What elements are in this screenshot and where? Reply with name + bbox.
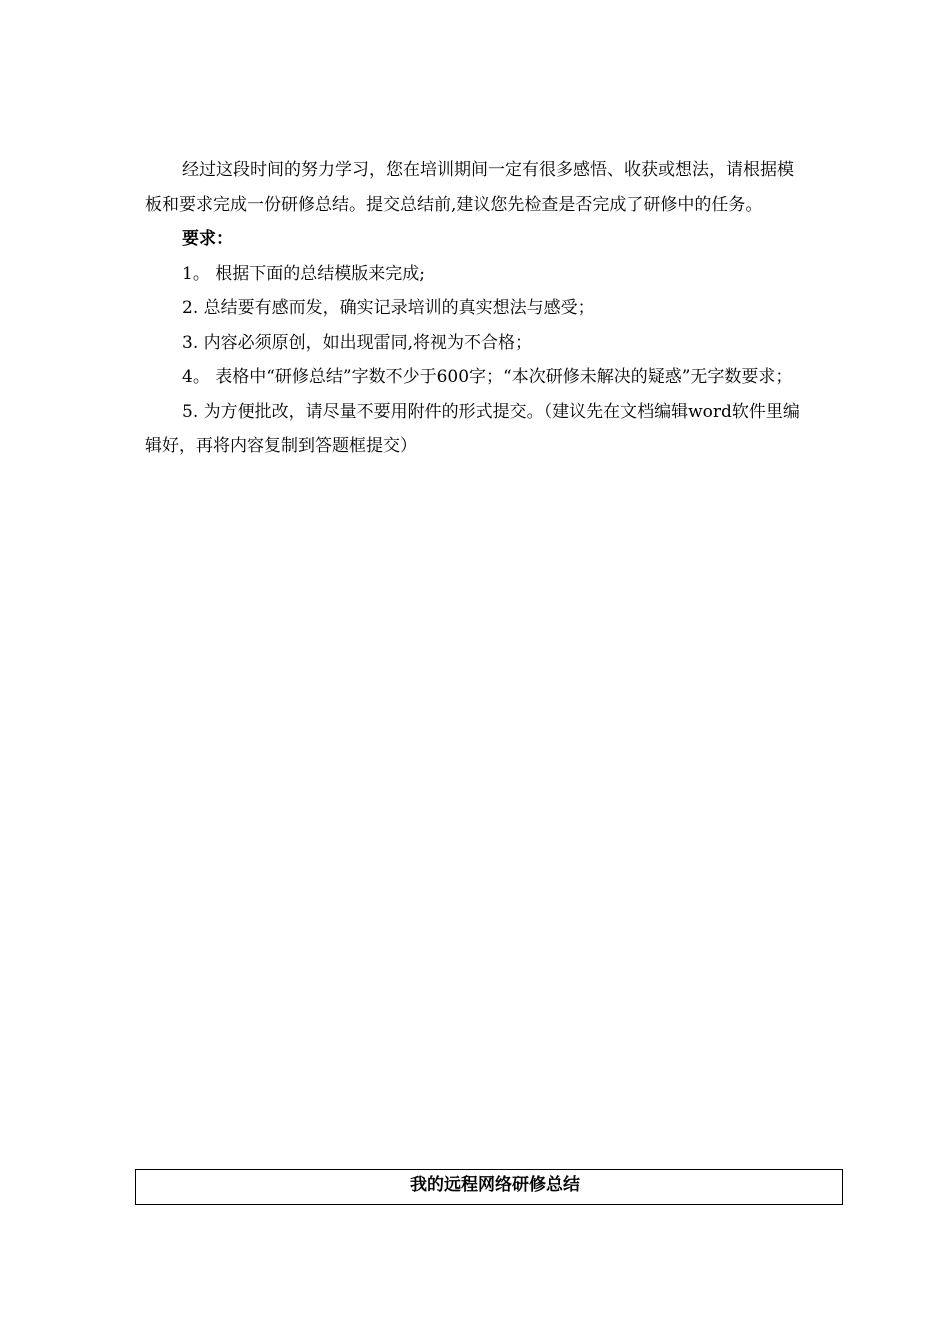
requirement-item-2: 2. 总结要有感而发，确实记录培训的真实想法与感受； [182,298,595,318]
requirement-item-4: 4。 表格中“研修总结”字数不少于600字；“本次研修未解决的疑惑”无字数要求； [182,367,793,387]
intro-paragraph: 经过这段时间的努力学习，您在培训期间一定有很多感悟、收获或想法，请根据模板和要求完成一份研修总结。提交总结前,建议您先检查是否完成了研修中的任务。 [145,160,794,215]
summary-table-title: 我的远程网络研修总结 [410,1175,580,1195]
requirement-item-5: 5. 为方便批改，请尽量不要用附件的形式提交。（建议先在文档编辑word软件里编辑好，再将内容复制到答题框提交） [145,401,800,456]
requirement-item-1: 1。 根据下面的总结模版来完成; [182,263,425,284]
instructions-block [145,153,810,464]
requirement-item-3: 3. 内容必须原创，如出现雷同,将视为不合格； [182,332,533,353]
requirements-heading: 要求： [182,229,233,249]
